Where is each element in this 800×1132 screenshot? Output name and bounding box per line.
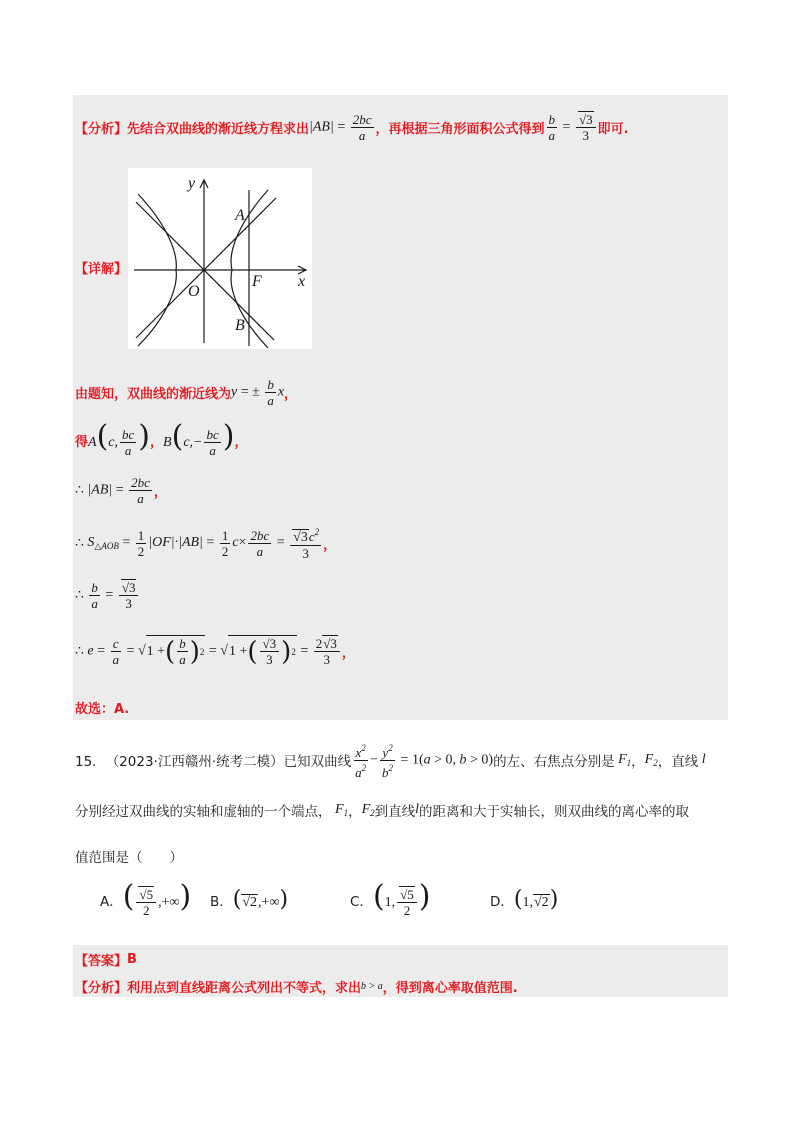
comma: ， <box>284 386 298 402</box>
formula-ab-2: |AB| = $\frac{2bc}{a}$ <box>83 474 150 506</box>
label-F: F <box>252 273 262 290</box>
detail-label: 【详解】 <box>75 262 128 277</box>
label-B: B <box>235 317 245 334</box>
step-asymptote <box>75 372 297 412</box>
answer-label: 【答案】 <box>75 954 128 969</box>
therefore-symbol: ∴ <box>75 482 84 498</box>
answer-line <box>75 950 137 969</box>
formula-hyperbola: $\frac{x^2}{a^2}$ − $\frac{y^2}{b^2}$ = 1(a > 0, b > 0) <box>355 742 494 780</box>
option-a-formula: ( $\frac{√5}{2}$ ,+∞) <box>122 878 192 919</box>
label-A: A <box>235 207 245 224</box>
label-y: y <box>188 175 196 192</box>
step-eccentricity <box>75 626 355 676</box>
formula-asymptote: y = ± $\frac{b}{a}$ x <box>231 376 285 408</box>
label-x: x <box>298 273 306 290</box>
analysis-text-3: 即可. <box>597 121 629 137</box>
formula-l: l <box>698 752 706 767</box>
option-a[interactable] <box>100 876 191 924</box>
formula-ratio-2: $\frac{b}{a}$ = $\frac{√3}{3}$ <box>84 580 141 611</box>
option-b-formula: (√2,+∞) <box>232 887 289 912</box>
formula-point-a: A(c, $\frac{bc}{a}$ ) <box>88 418 151 459</box>
option-c-label: C． <box>350 894 373 910</box>
analysis-label: 【分析】 <box>75 121 128 137</box>
formula-f1-2: $F_1$ <box>331 802 349 818</box>
analysis2-label: 【分析】 <box>75 981 128 996</box>
analysis-text-2: ，再根据三角形面积公式得到 <box>375 121 545 137</box>
analysis-text-1: 先结合双曲线的渐近线方程求出 <box>127 121 310 137</box>
formula-area: $S_{\triangle AOB}$ = $\frac{1}{2}$ |OF|·|AB| = $\frac{1}{2}$ c× $\frac{2bc}{a}$ = $\frac{√3c^2}{3}$ <box>83 527 320 561</box>
answer-value: B <box>127 952 137 967</box>
choose-line <box>75 698 129 717</box>
formula-eccentricity: e = $\frac{c}{a}$ = √1 + ( $\frac{b}{a}$ ) 2 = √1 + ( $\frac{√3}{3}$ ) 2 = $\frac{2√3}{3}$ <box>84 635 342 667</box>
choose-answer: 故选：A. <box>75 702 130 717</box>
question-15-line-1: 15． （2023·江西赣州·统考二模） 已知双曲线 $\frac{x^2}{a^2}$ − $\frac{y^2}{b^2}$ = 1(a > 0, b > 0) 的左、右焦点分别是 $F_1$ ， $F_2$ ，直线 l <box>75 742 706 780</box>
formula-f1: $F_1$ <box>614 752 632 768</box>
option-c[interactable] <box>350 876 431 924</box>
analysis2-line <box>75 977 518 996</box>
analysis2-text-1: 利用点到直线距离公式列出不等式，求出 <box>127 981 362 996</box>
hyperbola-figure <box>128 168 312 349</box>
comma: ， <box>341 645 355 661</box>
comma: ， <box>153 484 167 500</box>
question-text-5: 到直线 <box>374 804 416 820</box>
analysis-line <box>75 104 629 150</box>
comma: ， <box>234 434 248 450</box>
formula-f2-2: $F_2$ <box>361 802 375 818</box>
formula-b-gt-a: b > a <box>361 981 383 992</box>
question-text-4: 分别经过双曲线的实轴和虚轴的一个端点， <box>75 804 332 820</box>
label-O: O <box>188 283 200 300</box>
question-15-line-2: 分别经过双曲线的实轴和虚轴的一个端点， $F_1$ ， $F_2$ 到直线 l 的距离和大于实轴长，则双曲线的离心率的取 <box>75 802 690 820</box>
option-d[interactable] <box>490 876 558 924</box>
detail-line <box>75 258 127 277</box>
formula-f2: $F_2$ <box>644 752 658 768</box>
question-text-2: 的左、右焦点分别是 <box>493 754 615 770</box>
step-points-de: 得 <box>75 434 89 450</box>
step-area <box>75 522 336 564</box>
formula-point-b: B(c,− $\frac{bc}{a}$ ) <box>163 418 235 459</box>
therefore-symbol: ∴ <box>75 535 84 551</box>
option-c-formula: (1, $\frac{√5}{2}$ ) <box>372 878 431 919</box>
question-number: 15． <box>75 754 106 770</box>
formula-l-2: l <box>415 802 420 817</box>
question-text-3: ，直线 <box>657 754 699 770</box>
question-15-line-3 <box>75 846 183 866</box>
comma: ， <box>150 434 164 450</box>
question-source: （2023·江西赣州·统考二模） <box>105 754 284 770</box>
formula-ab: |AB| = $\frac{2bc}{a}$ <box>309 111 372 143</box>
step-asymptote-text: 由题知，双曲线的渐近线为 <box>75 386 232 402</box>
step-ratio <box>75 574 140 616</box>
therefore-symbol: ∴ <box>75 587 84 603</box>
option-b[interactable] <box>210 876 288 924</box>
formula-ratio: $\frac{b}{a}$ = $\frac{√3}{3}$ <box>545 112 598 143</box>
comma: ， <box>323 537 337 553</box>
step-points <box>75 418 248 462</box>
therefore-symbol: ∴ <box>75 643 84 659</box>
analysis2-text-2: ，得到离心率取值范围. <box>382 981 518 996</box>
step-ab <box>75 470 167 510</box>
option-d-label: D． <box>490 894 514 910</box>
question-text-7: 值范围是（ ） <box>75 850 183 866</box>
option-d-formula: (1,√2) <box>513 887 559 912</box>
question-text-6: 的距离和大于实轴长，则双曲线的离心率的取 <box>419 804 690 820</box>
option-b-label: B． <box>210 894 233 910</box>
option-a-label: A． <box>100 894 123 910</box>
question-text-1: 已知双曲线 <box>283 754 352 770</box>
